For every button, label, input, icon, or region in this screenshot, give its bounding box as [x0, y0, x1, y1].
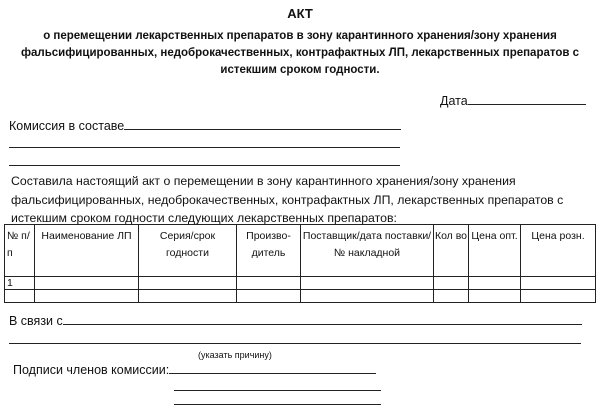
header-cell: Цена опт.: [469, 225, 521, 277]
header-cell: Цена розн.: [521, 225, 596, 277]
reason-hint: (указать причину): [198, 350, 272, 360]
intro-paragraph: Составила настоящий акт о перемещении в зону карантинного хранения/зону хранения фальсифицированных, недоброкачественных, контрафактных ЛП, лекарственных препаратов с истекшим сроком годности следующих лекарственных препаратов:: [11, 174, 564, 225]
commission-field: [9, 118, 401, 133]
reason-blank-1[interactable]: [63, 313, 582, 325]
signature-blank-1[interactable]: [169, 362, 376, 374]
signature-blank-3[interactable]: [174, 404, 381, 405]
table-cell[interactable]: [237, 290, 301, 303]
table-cell[interactable]: 1: [5, 277, 35, 290]
drugs-table: [4, 224, 596, 303]
document-subtitle: о перемещении лекарственных препаратов в зону карантинного хранения/зону хранения фальсифицированных, недоброкачественных, контрафактных ЛП, лекарственных препаратов с истекшим сроком годности.: [20, 30, 580, 76]
reason-blank-2[interactable]: [9, 343, 581, 344]
table-cell[interactable]: [237, 277, 301, 290]
table-cell[interactable]: [521, 277, 596, 290]
table-cell[interactable]: [301, 277, 434, 290]
reason-field: [9, 313, 582, 328]
commission-blank-2[interactable]: [9, 147, 400, 148]
signature-blank-2[interactable]: [174, 390, 381, 391]
signatures-field: [13, 362, 376, 377]
table-header-row: [5, 225, 596, 277]
table-cell[interactable]: [434, 277, 469, 290]
table-cell[interactable]: [139, 290, 237, 303]
header-cell: Наименование ЛП: [35, 225, 139, 277]
table-row: [5, 290, 596, 303]
table-row: [5, 277, 596, 290]
header-cell: Кол во: [434, 225, 469, 277]
document-title: АКТ: [287, 6, 313, 21]
reason-label: В связи с: [9, 314, 63, 328]
date-label: Дата: [440, 94, 468, 108]
header-cell: № п/п: [5, 225, 35, 277]
commission-blank-1[interactable]: [124, 118, 401, 130]
table-cell[interactable]: [35, 277, 139, 290]
table-cell[interactable]: [35, 290, 139, 303]
signatures-label: Подписи членов комиссии:: [13, 363, 170, 377]
table-cell[interactable]: [139, 277, 237, 290]
header-cell: Серия/срок годности: [139, 225, 237, 277]
table-cell[interactable]: [469, 277, 521, 290]
date-field: [440, 93, 586, 108]
commission-label: Комиссия в составе: [9, 119, 125, 133]
commission-blank-3[interactable]: [9, 165, 400, 166]
table-cell[interactable]: [301, 290, 434, 303]
table-cell[interactable]: [5, 290, 35, 303]
table-cell[interactable]: [469, 290, 521, 303]
table-cell[interactable]: [434, 290, 469, 303]
table-cell[interactable]: [521, 290, 596, 303]
header-cell: Поставщик/дата поставки/№ накладной: [301, 225, 434, 277]
header-cell: Произво-дитель: [237, 225, 301, 277]
date-blank[interactable]: [468, 93, 586, 105]
